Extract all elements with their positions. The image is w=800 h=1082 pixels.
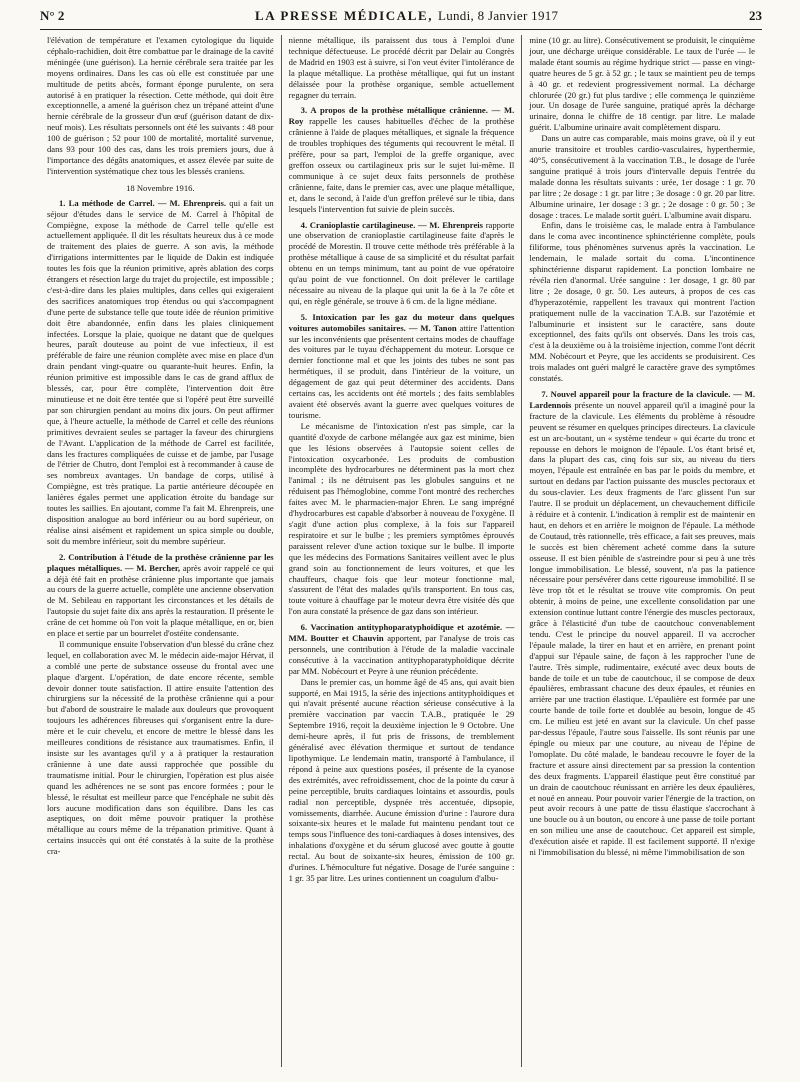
- page-number: 23: [749, 8, 762, 23]
- journal-title: [255, 8, 558, 24]
- paragraph: Le mécanisme de l'intoxication n'est pas simple, car la quantité d'oxyde de carbone mélangée aux gaz est minime, bien que les lésions observées à l'autopsie soient celles de l'intoxication oxycarbonée. Les produits de combustion incomplète des hydrocarbures ne déterminent pas la mort chez l'animal ; ils ne détruisent pas les globules sanguins et ne réduisent pas l'hémoglobine, comme l'ont montré des recherches faites avec M. le pharmacien-major Ehren. Le sang imprégné d'hydrocarbures est capable d'absorber à nouveau de l'oxygène. Il s'agit d'une action plus complexe, à la fois sur l'appareil respiratoire et sur le bulbe ; les premiers symptômes éprouvés paraissent relever d'une action toxique sur le bulbe. Il importe que les médecins des Formations Sanitaires veillent avec le plus grand soin au fonctionnement de leurs voitures, et que les chauffeurs, chaque fois que leur moteur fonctionne mal, s'assurent de l'état des malades qu'ils transportent. En tous cas, toute voiture à chauffage par le moteur devra être visitée dès que l'on aura constaté la présence de gaz dans son intérieur.: [288, 420, 515, 617]
- section-heading: 7. Nouvel appareil pour la fracture de la clavicule. — M. Lardennois: [529, 389, 755, 410]
- paragraph: nienne métallique, ils paraissent dus tous à l'emploi d'une technique défectueuse. Le procédé décrit par Delair au Congrès de Madrid en 1903 est à suivre, si l'on veut éviter l'intolérance de la plaque métallique. La prothèse métallique, qui fut un instant délaissée pour la prothèse organique, semble actuellement regagner du terrain.: [288, 35, 515, 100]
- section-body: rappelle les causes habituelles d'échec de la prothèse crânienne à l'aide de plaques métalliques, et signale la fréquence de troubles trophiques des téguments qui recouvrent le métal. Il préfère, pour sa part, l'emploi de la greffe organique, avec greffon osseux ou cartilagineux pris sur le sujet lui-même. Il communique à ce sujet deux faits personnels de prothèse crânienne, faite, dans le premier cas, avec une plaque métallique, et, dans le second, à l'aide d'un greffon prélevé sur le tibia, dans lesquels l'intervention fut suivie de plein succès.: [288, 116, 515, 214]
- section-2: [47, 552, 274, 639]
- paragraph: Il communique ensuite l'observation d'un blessé du crâne chez lequel, en collaboration avec M. le médecin aide-major Hérvat, il a comblé une perte de substance osseuse du frontal avec une plaque d'argent. L'opération, de date encore récente, semble devoir donner toute satisfaction. Il attire ensuite l'attention des chirurgiens sur la nécessité de la prothèse crânienne qui a pour but d'abord de soustraire le malade aux douleurs que provoquent toujours les adhérences fibreuses qui s'organisent entre la dure-mère et le cuir chevelu, et encore de mettre le blessé dans les meilleures conditions de résistance aux traumatismes. Enfin, il insiste sur les avantages qu'il y a à pratiquer la restauration crânienne à une date aussi rapprochée que possible du traumatisme initial. Pour le chirurgien, l'opération est plus aisée quand les adhérences ne se sont pas encore formées ; pour le blessé, le résultat est meilleur parce que l'encéphale ne subit dès lors aucune modification dans son équilibre. Dans les cas aseptiques, on doit même pouvoir pratiquer la prothèse métallique au cours même de la trépanation primitive. Quant à certains insuccès qui ont été constatés à la suite de la prothèse cra-: [47, 638, 274, 857]
- page-header: [40, 0, 762, 30]
- paragraph: Dans le premier cas, un homme âgé de 45 ans, qui avait bien supporté, en Mai 1915, la série des injections antityphoïdiques et qui n'avait présenté aucune réaction sérieuse consécutive à la première vaccination par vaccin T.A.B., pratiquée le 29 Septembre 1916, reçoit la deuxième injection le 9 Octobre. Une demi-heure après, il fut pris de frissons, de tremblement généralisé avec élévation thermique et surtout de tendance lipothymique. Le lendemain matin, transporté à l'ambulance, il répond à peine aux questions posées, il présente de la cyanose des extrémités, avec refroidissement, choc de la pointe du cœur à peine perceptible, bruits cardiaques lointains et assourdis, pouls radial non perceptible, dyspnée très accentuée, dipsopie, vomissements, diarrhée. Aucune émission d'urine : l'aurore dura soixante-six heures et le malade fut maintenu pendant tout ce temps sous l'influence des toni-cardiaques à doses intensives, des inhalations d'oxygène et du sérum glucosé avec goutte à goutte rectal. Au bout de soixante-six heures, émission de 100 gr. d'urines. L'hémoculture fut négative. Dosage de l'urée sanguine : 1 gr. 35 par litre. Les urines contiennent un coagulum d'albu-: [288, 676, 515, 883]
- section-body: attire l'attention sur les inconvénients que présentent certains modes de chauffage des voitures par le tuyau d'échappement du moteur. Lorsque ce dernier fonctionne mal et que les joints des tubes ne sont pas hermétiques, il se produit, dans l'intérieur de la voiture, un dégagement de gaz qui peut déterminer des accidents. Dans certains cas, les accidents ont été mortels ; des faits semblables avaient été observés avant la guerre avec quelques voitures de tourisme.: [288, 322, 515, 420]
- column-3: [521, 35, 762, 1067]
- section-heading: 2. Contribution à l'étude de la prothèse crânienne par les plaques métalliques. — M. Bercher,: [47, 551, 274, 573]
- issue-number: N° 2: [40, 8, 65, 23]
- section-4: [289, 220, 515, 307]
- paragraph: Dans un autre cas comparable, mais moins grave, où il y eut anurie transitoire et troubles cardio-vasculaires, hyperthermie, 40°5, consécutivement à la vaccination T.B., le dosage de l'urée sanguine pratiqué à trois jours d'intervalle depuis l'entrée du malade donna les résultats suivants : urée, 1er dosage : 1 gr. 70 par litre ; 2e dosage : 1 gr. par litre ; 3e dosage : 0 gr. 20 par litre. Albumine urinaire, 1er dosage : 3 gr. ; 2e dosage : 0 gr. 50 ; 3e dosage : traces. Le malade sortit guéri. L'albumine avait disparu.: [529, 133, 755, 220]
- section-7: [529, 389, 755, 858]
- section-body: après avoir rappelé ce qui a déjà été fait en prothèse crânienne plus importante que jamais au cours de la guerre actuelle, complète une ancienne observation de M. Sebileau en rapportant les circonstances et les détails de l'autopsie du sujet faite dix ans après la restauration. Il présente le crâne de cet homme où l'on voit la plaque métallique, en or, bien en place et sertie par un bourrelet d'ostéite condensante.: [47, 562, 274, 639]
- text-columns: [40, 35, 762, 1067]
- section-5: [289, 312, 515, 421]
- section-body: rapporte une observation de cranioplastie cartilagineuse faite d'après le procédé de Morestin. Il trouve cette méthode très préférable à la prothèse métallique à cause de sa simplicité et du résultat parfait obtenu en un temps minimum, tant au point de vue opératoire qu'au point de vue fonctionnel. On doit prélever le cartilage nécessaire au niveau de la plaque qui unit la 6e à la 7e côte et qui, en règle générale, se trouve à 6 cm. de la ligne médiane.: [288, 219, 515, 306]
- section-body: apportent, par l'analyse de trois cas personnels, une contribution à l'étude de la maladie vaccinale consécutive à la vaccination antityphoparatyphoïdique décrite par MM. Nobécourt et Peyre à une réunion précédente.: [288, 633, 515, 676]
- section-6: [289, 622, 515, 677]
- paragraph: l'élévation de température et l'examen cytologique du liquide céphalo-rachidien, doit être combattue par le drainage de la cavité méningée (une guérison). La hernie cérébrale sera traitée par les moyens ordinaires. Dans les cas où elle est constituée par une multitude de petits abcès, formant éponge purulente, on sera autorisé à en pratiquer la résection. Cette méthode, qui doit être exceptionnelle, a amené la guérison chez un trépané atteint d'une hernie cérébrale de la grosseur d'un œuf (guérison datant de dix-neuf mois). Les résultats personnels ont été les suivants : 48 pour 100 de guérison ; 52 pour 100 de mortalité, mortalité survenue, dans 93 pour 100 des cas, dans les trois premiers jours, due à l'importance des dégâts anatomiques, et assez élevée par suite de l'intervention systématique chez tous les blessés craniens.: [47, 35, 274, 176]
- section-1: [47, 198, 274, 547]
- section-body: qui a fait un séjour d'études dans le service de M. Carrel à l'hôpital de Compiègne, expose la méthode de Carrel telle qu'elle est actuellement appliquée. Il dit les résultats heureux dus à ce mode de traitement des plaies de guerre. A son avis, la méthode d'irrigations intermittentes par le liquide de Dakin est indiquée toutes les fois que la réunion primitive, après ablation des corps étrangers et résection large du trajet du projectile, est impossible ; c'est-à-dire dans les plaies multiples, dans celles qui exigeraient des sacrifices anatomiques trop étendus ou qui s'accompagnent d'une perte de substance telle que toute idée de réunion primitive doit être abandonnée, enfin dans les plaies cliniquement infectées. Lorsque la plaie, quoique ne datant que de quelques heures, paraît douteuse au point de vue infectieux, il est préférable de faire une réunion complète avec mise en place d'un drain pendant vingt-quatre ou quarante-huit heures. Enfin, la réunion primitive est impossible dans le cas de grand afflux de blessés, car, pour être complète, l'intervention doit être minutieuse et ne doit être tentée que si l'opéré peut être surveillé par son chirurgien pendant au moins dix jours. On peut affirmer que, à l'heure actuelle, la méthode de Carrel et celle des réunions primitives devraient seules se partager la faveur des chirurgiens de l'Avant. L'application de la méthode de Carrel est facilitée, dans les fractures compliquées de cuisse et de jambe, par l'usage de l'étrier de Chutro, dont l'emploi est à recommander à cause de ses nombreux avantages. Un bandage de corps, utilisé à Compiègne, est très pratique. La partie antérieure découpée en lanières égales permet une application étroite du bandage sur toutes les saillies. En ajoutant, comme l'a fait M. Ehrenpreis, une disposition analogue au bord inférieur ou au bord supérieur, on réalise ainsi aisément et rapidement un spica simple ou double, soit du membre inférieur, soit du membre supérieur.: [47, 197, 274, 546]
- section-heading: 6. Vaccination antityphoparatyphoïdique et azotémie. — MM. Boutter et Chauvin: [288, 622, 515, 644]
- section-heading: 3. A propos de la prothèse métallique crânienne. — M. Roy: [288, 105, 515, 127]
- session-date: 18 Novembre 1916.: [126, 182, 195, 193]
- section-body: présente un nouvel appareil qu'il a imaginé pour la fracture de la clavicule. Les éléments du problème à résoudre peuvent se résumer en quelques principes directeurs. La clavicule est un arc-boutant, un « système tendeur » qui écarte du tronc et repousse en dehors le moignon de l'épaule. L'os étant brisé et, dans la plupart des cas, cinq fois sur six, au niveau du tiers moyen, l'épaule est entraînée en bas par le poids du membre, et surtout en dedans par l'action puissante des muscles pectoraux et du sous-clavier. Les deux fragments de l'arc glissent l'un sur l'autre. Il se produit un déplacement, un chevauchement difficile à réduire et à contenir. L'indication à remplir est de maintenir en haut, en dehors et en arrière le moignon de l'épaule. La méthode de Coutaud, très rationnelle, très efficace, a fait ses preuves, mais le succès est bien chèrement acheté comme dans la suture osseuse. Il est bien pénible de s'astreindre pour si peu à une très longue immobilisation. Le blessé, souvent, n'a pas la patience nécessaire pour persévérer dans cette rigoureuse immobilité. Il se lève trop tôt et le résultat se trouve vite compromis. On peut obtenir, à moins de peine, une excellente consolidation par une extension continue luttant contre l'énergie des muscles pectoraux, grâce à l'élasticité d'un tube de caoutchouc convenablement tendu. C'est le principe du nouvel appareil. Il va accrocher l'épaule malade, la tirer en haut et en arrière, en prenant point d'appui sur l'épaule saine, de façon à les rapprocher l'une de l'autre. Très simple, rudimentaire, exécuté avec deux bouts de bande de toile et un tube de caoutchouc, il se compose de deux épaulières, embrassant chacune des deux épaules, et réunies en arrière par une traction élastique. L'épaulière est formée par une courte bande de toile forte et doublée au besoin, longue de 45 cm. Le milieu est jeté en avant sur la clavicule. Un chef passe par-dessus l'épaule, l'autre sous l'aisselle. Ils sont réunis par une épingle ou mieux par une couture, au niveau de l'épine de l'omoplate. Du côté malade, le bandeau recouvre le foyer de la fracture et assure ainsi directement par sa pression la contention des deux fragments. L'appareil élastique peut être constitué par un drain de caoutchouc réunissant en arrière les deux épaulières, et noué en anneau. Pour pouvoir varier l'énergie de la traction, on peut avoir recours à une patte de tissu élastique s'accrochant à une boucle ou à un bouton, ou encore à une passe de toile portant en son milieu une anse de caoutchouc. Cet appareil est simple, d'exécution aisée et rapide. Il est facilement supporté. Il n'exige ni l'immobilisation du blessé, ni même l'immobilisation de son: [529, 399, 755, 858]
- issue-date: Lundi, 8 Janvier 1917: [437, 8, 559, 23]
- section-heading: 4. Cranioplastie cartilagineuse. — M. Ehrenpreis: [300, 219, 484, 230]
- paragraph: Enfin, dans le troisième cas, le malade entra à l'ambulance dans le coma avec incontinence sphinctérienne complète, pouls filiforme, tous phénomènes survenus après la vaccination. Le lendemain, le malade sortait du coma. L'incontinence sphinctérienne disparut rapidement. La ponction lombaire ne révéla rien d'anormal. Urée sanguine : 1er dosage, 1 gr. 80 par litre ; 2e dosage, 0 gr. 50. Les auteurs, à propos de ces cas d'hyperazotémie, rappellent les travaux qui montrent l'action pratiquement nulle de la vaccination T.A.B. sur l'azotémie et l'albuminurie et insistent sur le caractère, sans doute exceptionnel, des faits qu'ils ont observés. Dans les trois cas, c'est à la deuxième ou à la troisième injection, comme l'ont décrit MM. Nobécourt et Peyre, que les accidents se produisirent. Ces trois malades ont guéri malgré le caractère grave des symptômes constatés.: [529, 220, 755, 384]
- column-1: [40, 35, 281, 1067]
- column-2: [281, 35, 522, 1067]
- journal-name: LA PRESSE MÉDICALE,: [254, 8, 434, 23]
- section-heading: 5. Intoxication par les gaz du moteur dans quelques voitures automobiles sanitaires. — M. Tanon: [288, 311, 515, 333]
- paragraph: mine (10 gr. au litre). Consécutivement se produisit, le cinquième jour, une décharge uréique considérable. Le taux de l'urée — le malade étant soumis au régime hydrique strict — passe en vingt-quatre heures de 5 gr. à 52 gr. ; le taux se maintient peu de temps à 40 gr. et redevient progressivement normal. La décharge chlorurée (20 gr.) fut plus tardive ; elle commença le quinzième jour. Un dosage de l'urée sanguine, pratiqué après la décharge urinaire, donna le chiffre de 18 centigr. par litre. Le malade guérit. L'albumine urinaire avait complètement disparu.: [529, 35, 755, 133]
- section-heading: 1. La méthode de Carrel. — M. Ehrenpreis.: [59, 197, 227, 208]
- section-3: [289, 105, 515, 214]
